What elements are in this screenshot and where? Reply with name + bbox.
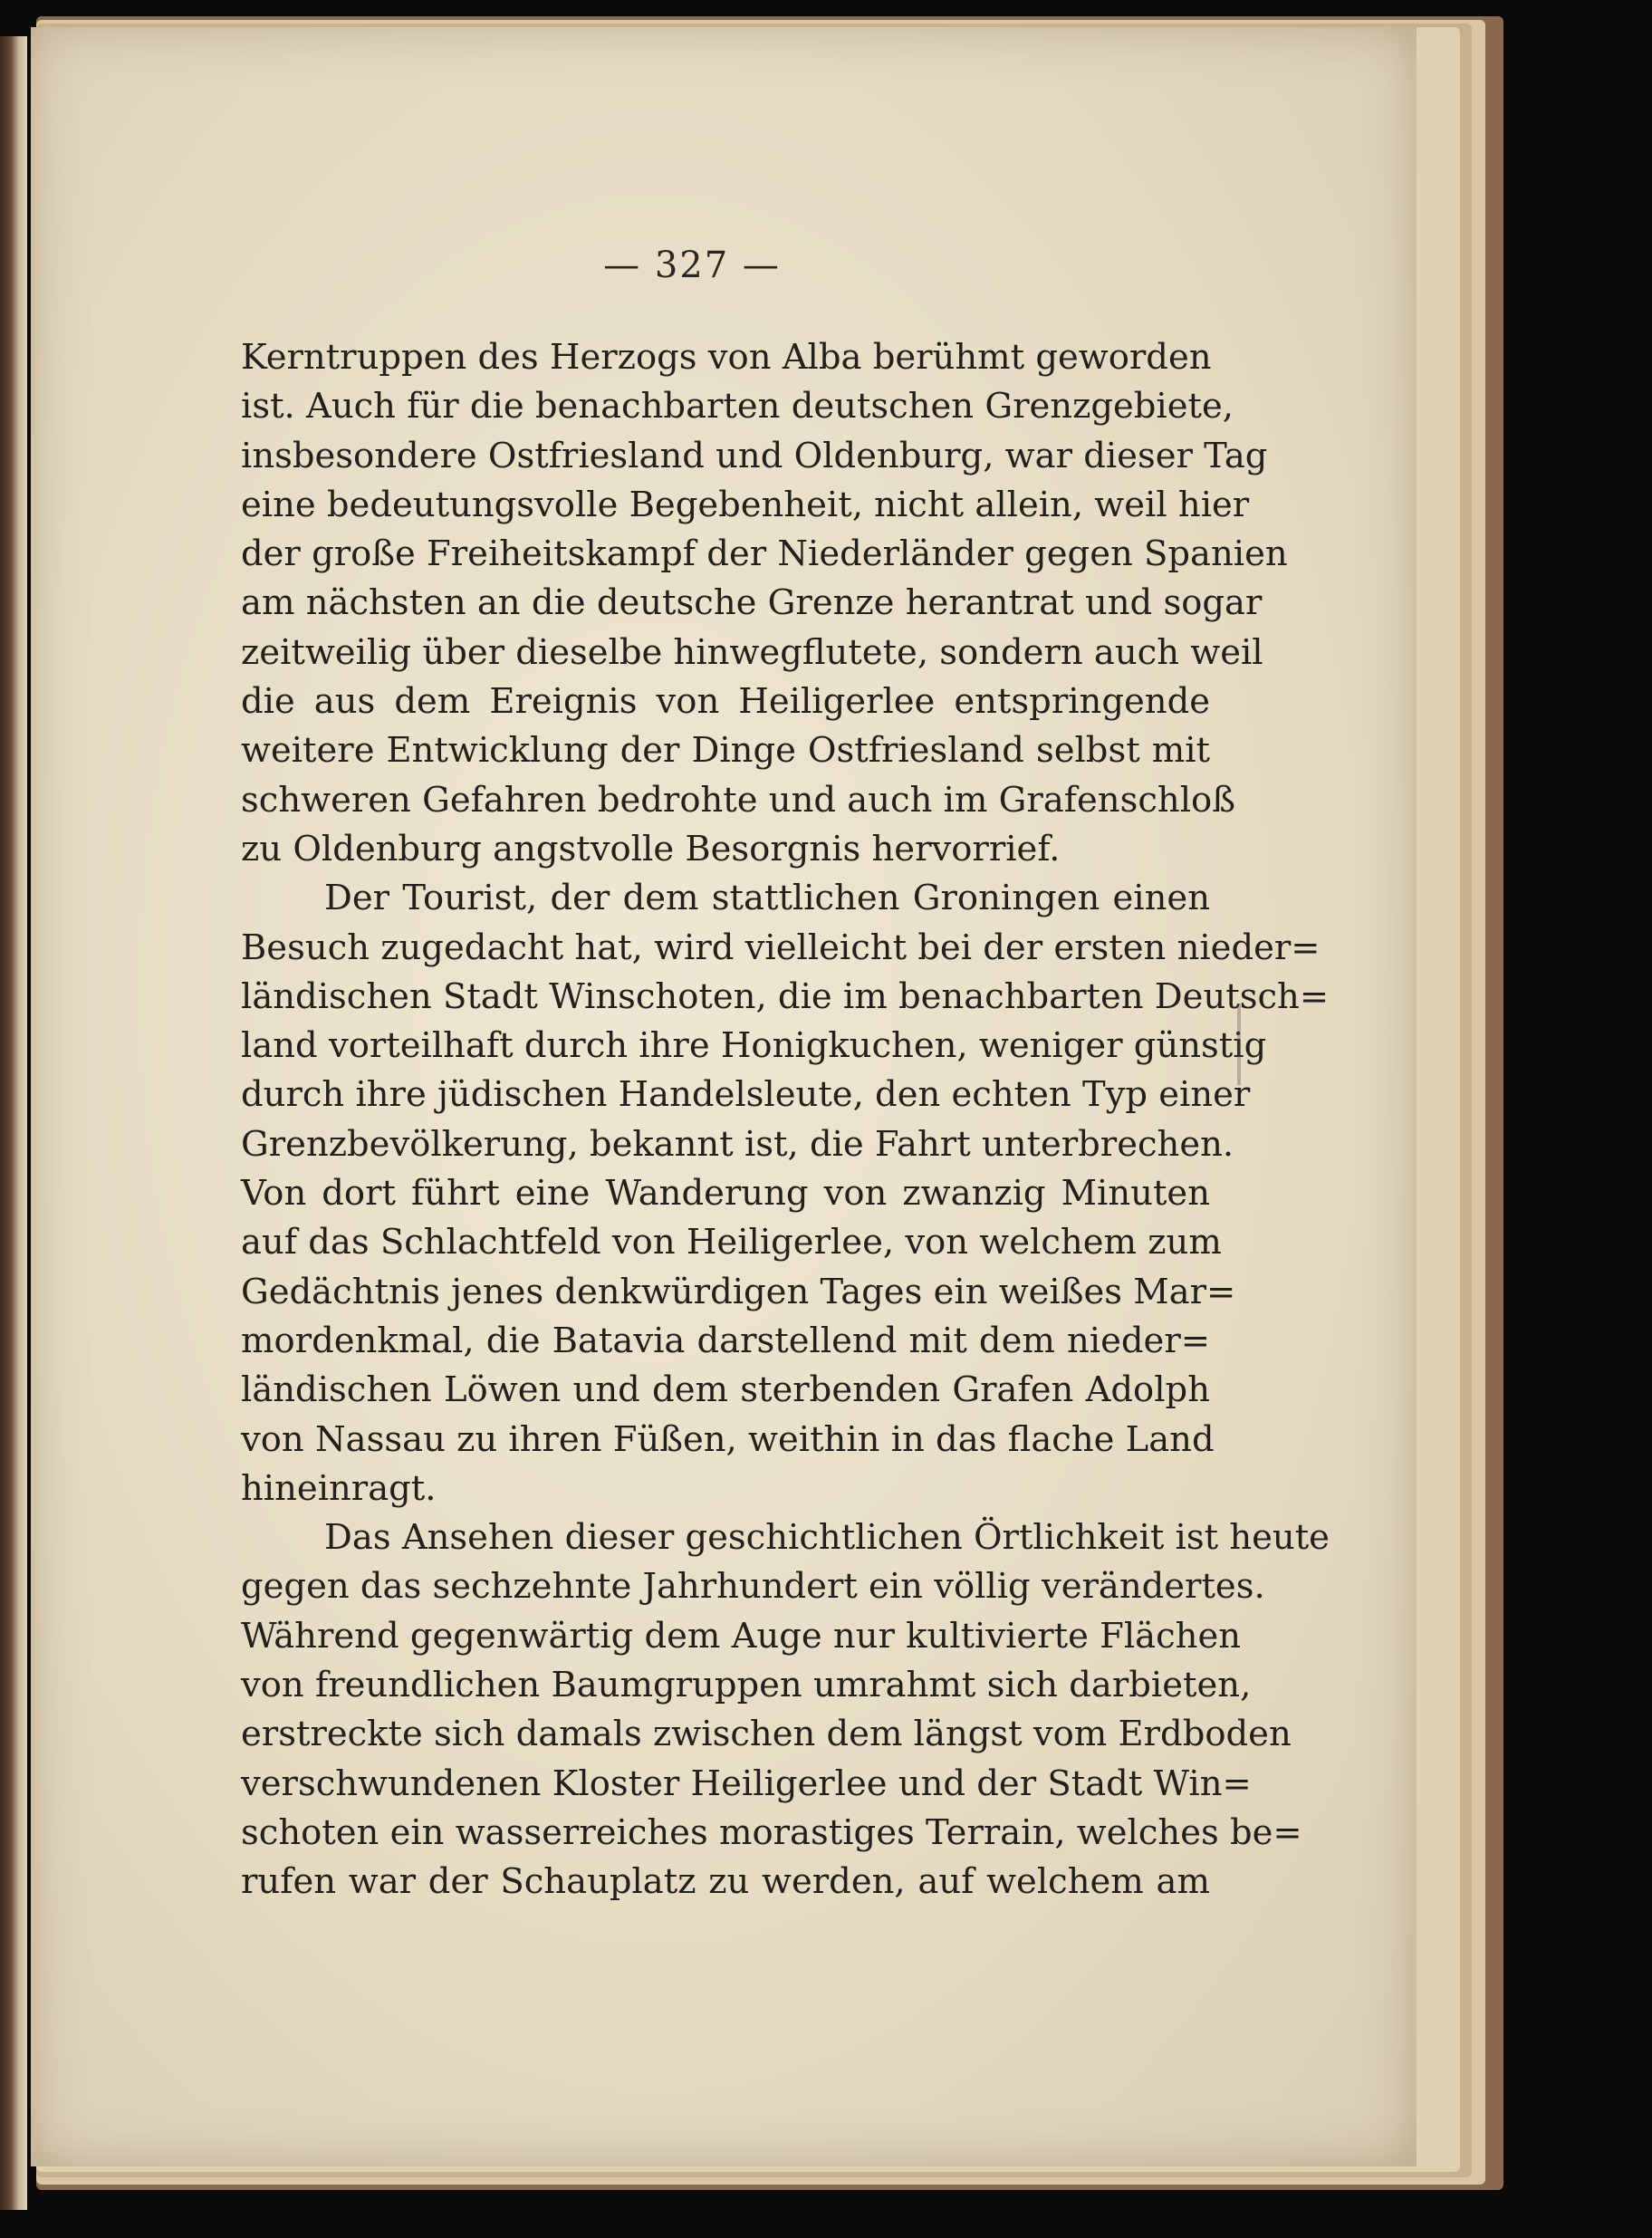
text-line: Das Ansehen dieser geschichtlichen Örtlichkeit ist heute [324,1517,1330,1559]
book-spine [0,36,27,2210]
text-line: Grenzbevölkerung, bekannt ist, die Fahrt unterbrechen. [241,1123,1234,1165]
text-line: von Nassau zu ihren Füßen, weithin in das flache Land [241,1418,1215,1460]
text-line: die aus dem Ereignis von Heiligerlee entspringende [241,681,1210,723]
text-line: durch ihre jüdischen Handelsleute, den echten Typ einer [241,1074,1251,1116]
text-line: hineinragt. [241,1467,437,1509]
text-line: schweren Gefahren bedrohte und auch im Grafenschloß [241,779,1235,821]
text-line: insbesondere Ostfriesland und Oldenburg, war dieser Tag [241,435,1268,476]
page-number: — 327 — [603,245,781,286]
text-line: weitere Entwicklung der Dinge Ostfriesland selbst mit [241,730,1210,772]
text-line: auf das Schlachtfeld von Heiligerlee, von welchem zum [241,1222,1222,1263]
text-line: land vorteilhaft durch ihre Honigkuchen, weniger günstig [241,1025,1267,1067]
text-line: zu Oldenburg angstvolle Besorgnis hervorrief. [241,828,1061,869]
text-line: erstreckte sich damals zwischen dem längst vom Erdboden [241,1714,1292,1755]
text-line: Kerntruppen des Herzogs von Alba berühmt geworden [241,337,1212,378]
text-line: gegen das sechzehnte Jahrhundert ein völlig verändertes. [241,1566,1265,1608]
text-line: der große Freiheitskampf der Niederländer gegen Spanien [241,533,1288,575]
text-line: zeitweilig über dieselbe hinwegflutete, sondern auch weil [241,631,1263,673]
margin-pencil-mark [1237,1004,1241,1085]
text-line: mordenkmal, die Batavia darstellend mit dem nieder= [241,1320,1210,1361]
text-line: Der Tourist, der dem stattlichen Groningen einen [324,878,1210,919]
text-line: ländischen Stadt Winschoten, die im benachbarten Deutsch= [241,975,1330,1017]
text-line: Gedächtnis jenes denkwürdigen Tages ein weißes Mar= [241,1271,1236,1312]
text-line: am nächsten an die deutsche Grenze herantrat und sogar [241,582,1263,624]
text-line: ländischen Löwen und dem sterbenden Grafen Adolph [241,1369,1210,1411]
text-line: rufen war der Schauplatz zu werden, auf welchem am [241,1861,1210,1903]
text-line: Besuch zugedacht hat, wird vielleicht bei der ersten nieder= [241,927,1321,968]
text-line: schoten ein wasserreiches morastiges Terrain, welches be= [241,1811,1302,1853]
text-line: Von dort führt eine Wanderung von zwanzig Minuten [241,1173,1210,1215]
text-line: verschwundenen Kloster Heiligerlee und der Stadt Win= [241,1763,1252,1804]
text-line: Während gegenwärtig dem Auge nur kultivierte Flächen [241,1615,1242,1657]
text-line: ist. Auch für die benachbarten deutschen Grenzgebiete, [241,386,1234,427]
text-line: eine bedeutungsvolle Begebenheit, nicht allein, weil hier [241,484,1250,525]
paper-sheet [31,27,1417,2166]
body-text [241,333,1330,1907]
text-line: von freundlichen Baumgruppen umrahmt sich darbieten, [241,1665,1252,1706]
